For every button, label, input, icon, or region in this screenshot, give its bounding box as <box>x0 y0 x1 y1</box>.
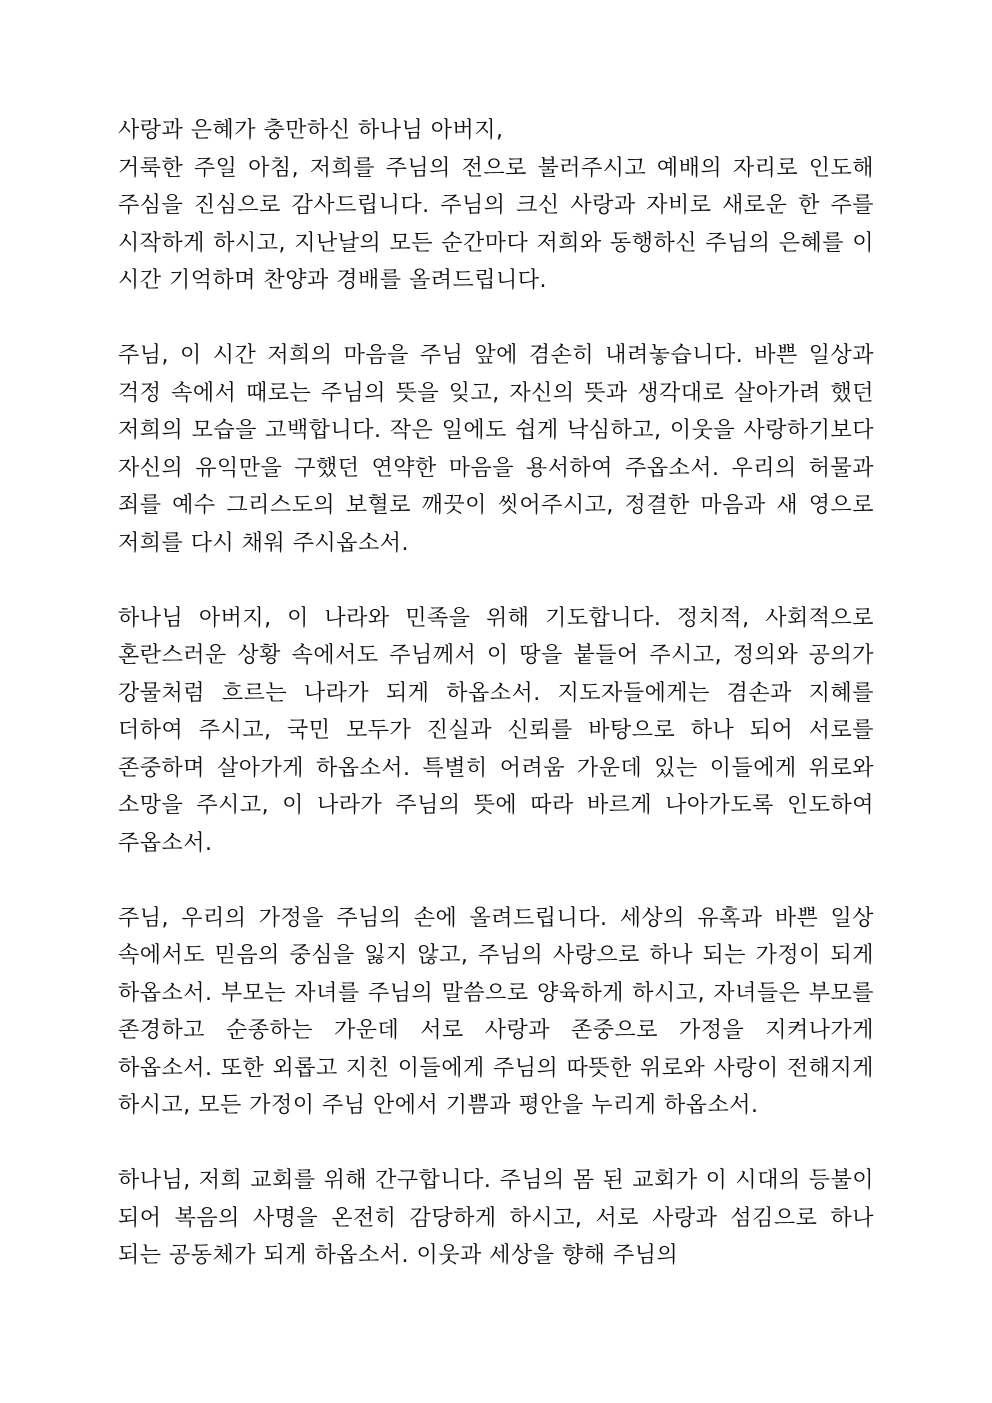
paragraph-family: 주님, 우리의 가정을 주님의 손에 올려드립니다. 세상의 유혹과 바쁜 일상 속에서도 믿음의 중심을 잃지 않고, 주님의 사랑으로 하나 되는 가정이 되게 하옵소서. 부모는 자녀를 주님의 말씀으로 양육하게 하시고, 자녀들은 부모를 존경하고 순종하는 가운데 서로 사랑과 존중으로 가정을 지켜나가게 하옵소서. 또한 외롭고 지친 이들에게 주님의 따뜻한 위로와 사랑이 전해지게 하시고, 모든 가정이 주님 안에서 기쁨과 평안을 누리게 하옵소서. <box>118 905 874 1118</box>
paragraph-thanksgiving: 거룩한 주일 아침, 저희를 주님의 전으로 불러주시고 예배의 자리로 인도해 주심을 진심으로 감사드립니다. 주님의 크신 사랑과 자비로 새로운 한 주를 시작하게 하시고, 지난날의 모든 순간마다 저희와 동행하신 주님의 은혜를 이 시간 기억하며 찬양과 경배를 올려드립니다. <box>118 155 874 293</box>
greeting-line: 사랑과 은혜가 충만하신 하나님 아버지, <box>118 118 504 143</box>
paragraph-confession: 주님, 이 시간 저희의 마음을 주님 앞에 겸손히 내려놓습니다. 바쁜 일상과 걱정 속에서 때로는 주님의 뜻을 잊고, 자신의 뜻과 생각대로 살아가려 했던 저희의 모습을 고백합니다. 작은 일에도 쉽게 낙심하고, 이웃을 사랑하기보다 자신의 유익만을 구했던 연약한 마음을 용서하여 주옵소서. 우리의 허물과 죄를 예수 그리스도의 보혈로 깨끗이 씻어주시고, 정결한 마음과 새 영으로 저희를 다시 채워 주시옵소서. <box>118 343 874 556</box>
prayer-text <box>118 112 874 1275</box>
paragraph-nation: 하나님 아버지, 이 나라와 민족을 위해 기도합니다. 정치적, 사회적으로 혼란스러운 상황 속에서도 주님께서 이 땅을 붙들어 주시고, 정의와 공의가 강물처럼 흐르는 나라가 되게 하옵소서. 지도자들에게는 겸손과 지혜를 더하여 주시고, 국민 모두가 진실과 신뢰를 바탕으로 하나 되어 서로를 존중하며 살아가게 하옵소서. 특별히 어려움 가운데 있는 이들에게 위로와 소망을 주시고, 이 나라가 주님의 뜻에 따라 바르게 나아가도록 인도하여 주옵소서. <box>118 605 874 856</box>
paragraph-church: 하나님, 저희 교회를 위해 간구합니다. 주님의 몸 된 교회가 이 시대의 등불이 되어 복음의 사명을 온전히 감당하게 하시고, 서로 사랑과 섬김으로 하나 되는 공동체가 되게 하옵소서. 이웃과 세상을 향해 주님의 <box>118 1168 874 1268</box>
